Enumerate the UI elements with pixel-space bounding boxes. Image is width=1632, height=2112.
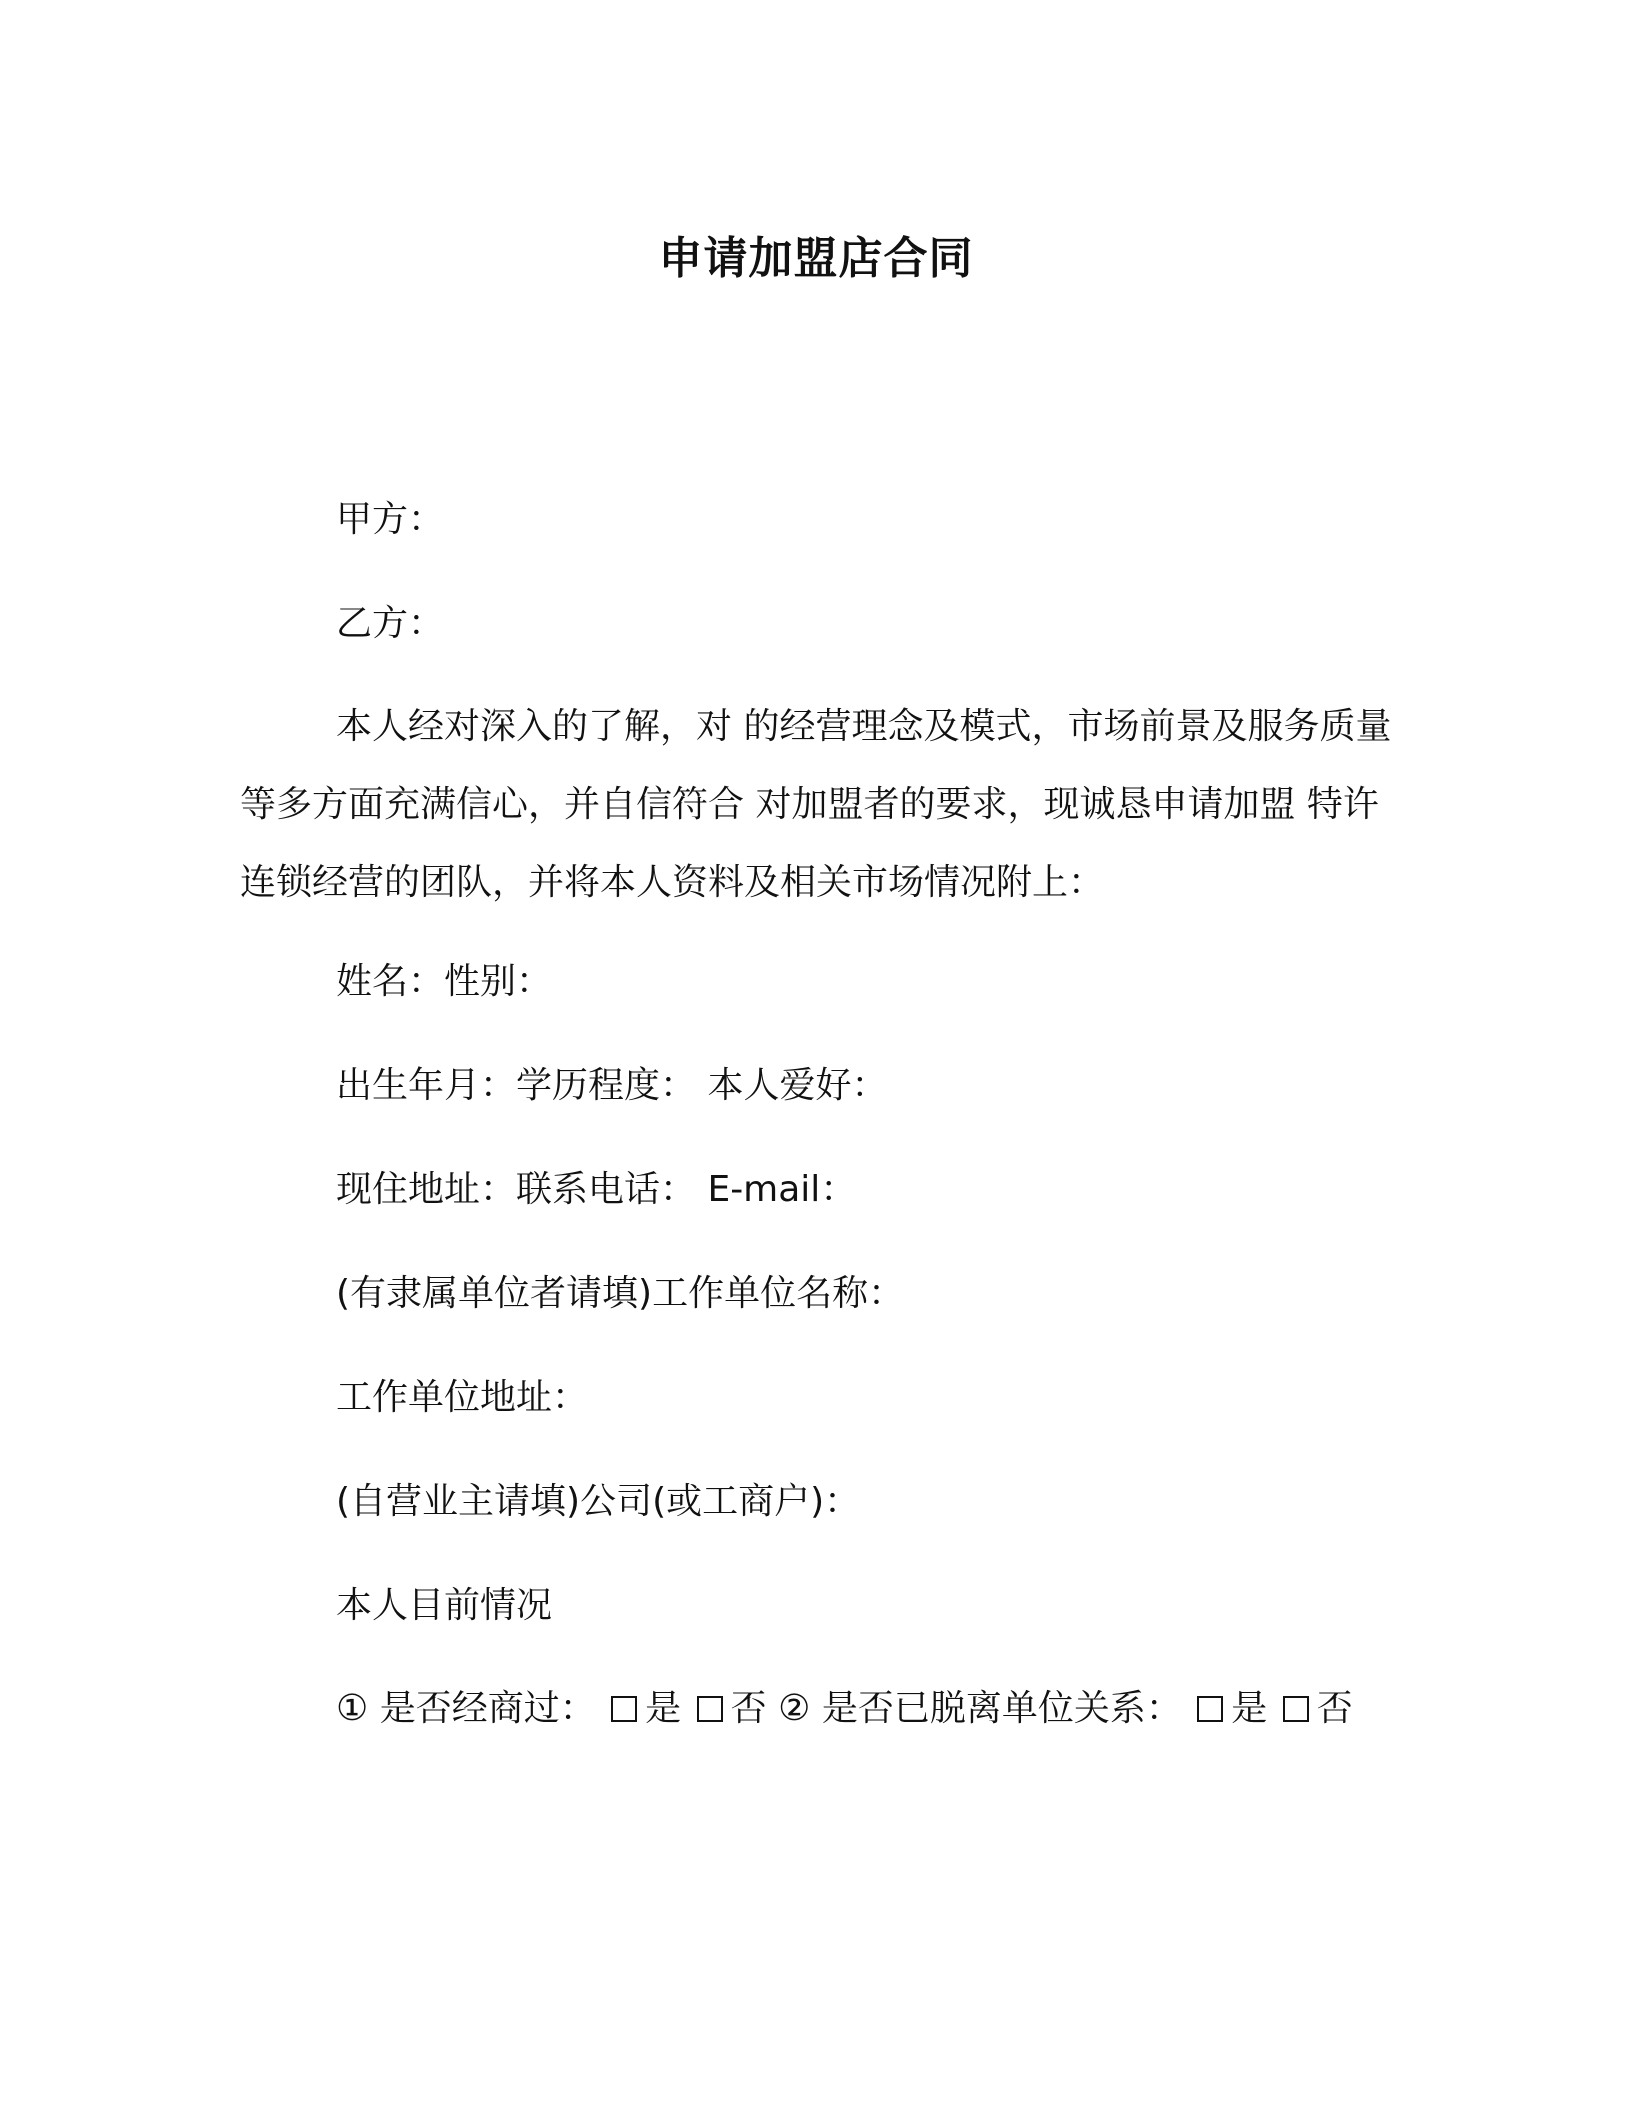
- name-gender-field: 姓名：性别：: [336, 961, 553, 1002]
- checkbox-business-no[interactable]: [697, 1696, 723, 1722]
- question-left-employer: ② 是否已脱离单位关系：: [778, 1688, 1182, 1729]
- work-unit-name-field: (有隶属单位者请填)工作单位名称：: [336, 1273, 905, 1314]
- work-unit-address-field: 工作单位地址：: [336, 1377, 589, 1418]
- party-a-label: 甲方：: [336, 499, 445, 540]
- checkbox-business-yes[interactable]: [611, 1696, 637, 1722]
- status-checklist: [240, 1670, 1360, 1748]
- birth-education-hobby-field: 出生年月：学历程度： 本人爱好：: [336, 1065, 888, 1106]
- party-b-label: 乙方：: [336, 603, 445, 644]
- self-employed-field: (自营业主请填)公司(或工商户)：: [336, 1481, 861, 1522]
- intro-paragraph: 本人经对深入的了解，对 的经营理念及模式，市场前景及服务质量等多方面充满信心，并自信符合 对加盟者的要求，现诚恳申请加盟 特许连锁经营的团队，并将本人资料及相关市场情况附上：: [240, 706, 1392, 903]
- checkbox-left-employer-no[interactable]: [1283, 1696, 1309, 1722]
- checkbox-left-employer-yes[interactable]: [1197, 1696, 1223, 1722]
- question-business-experience: ① 是否经商过：: [336, 1688, 596, 1729]
- address-phone-email-field: 现住地址：联系电话： E-mail：: [336, 1169, 857, 1210]
- option-no-label: 否: [1316, 1688, 1353, 1729]
- option-yes-label: 是: [1231, 1688, 1268, 1729]
- option-no-label: 否: [730, 1688, 767, 1729]
- document-title: 申请加盟店合同: [658, 233, 974, 284]
- option-yes-label: 是: [645, 1688, 682, 1729]
- current-status-heading: 本人目前情况: [336, 1585, 553, 1626]
